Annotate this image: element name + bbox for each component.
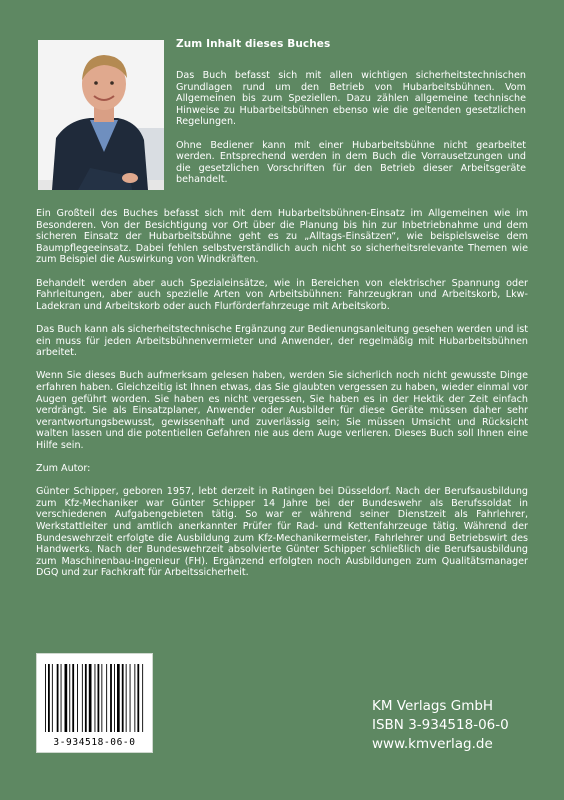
barcode-bar (85, 664, 87, 732)
barcode-bar (57, 664, 59, 732)
barcode-bar (72, 664, 74, 732)
barcode-bar (106, 664, 107, 732)
body-paragraph: Wenn Sie dieses Buch aufmerksam gelesen haben, werden Sie sicherlich noch nicht gewusste Dinge erfahren haben. Gleichzeitig ist Ihnen etwas, das Sie glaubten vergessen zu haben, wieder einmal vor Augen geführt worden. Sie haben es nicht vergessen, Sie haben es in der Hektik der Zeit einfach verdrängt. Sie als Einsatzplaner, Anwender oder Ausbilder für diese Geräte müssen daher sehr verantwortungsbewusst, gewissenhaft und zuverlässig sein; Sie müssen Umsicht und Rücksicht walten lassen und die potentiellen Gefahren nie aus dem Auge verlieren. Dieses Buch soll Ihnen eine Hilfe sein. (36, 370, 528, 451)
barcode-bar (95, 664, 96, 732)
publisher-website: www.kmverlag.de (372, 736, 493, 752)
barcode-bar (48, 664, 50, 732)
body-text (36, 208, 528, 591)
barcode-bar (98, 664, 100, 732)
publisher-isbn: ISBN 3-934518-06-0 (372, 717, 509, 733)
barcode-bar (65, 664, 68, 732)
barcode-digits: 3-934518-06-0 (53, 737, 136, 748)
author-label: Zum Autor: (36, 463, 91, 475)
barcode-bar (122, 664, 124, 732)
barcode-bar (89, 664, 92, 732)
barcode-bar (77, 664, 78, 732)
barcode-bar (61, 664, 62, 732)
barcode-bar (134, 664, 135, 732)
barcode-bar (69, 664, 70, 732)
isbn-barcode (36, 653, 153, 753)
author-photo (38, 40, 164, 190)
barcode-bars (45, 664, 145, 732)
author-bio: Günter Schipper, geboren 1957, lebt derzeit in Ratingen bei Düsseldorf. Nach der Berufsausbildung zum Kfz-Mechaniker war Günter Schipper 14 Jahre bei der Bundeswehr als Berufssoldat in verschiedenen Aufgabengebieten tätig. So war er während seiner Dienstzeit als Fahrlehrer, Werkstattleiter und amtlich anerkannter Prüfer für Rad- und Kettenfahrzeuge tätig. Während der Bundeswehrzeit erfolgte die Ausbildung zum Kfz-Mechanikermeister, Fahrlehrer und Betriebswirt des Handwerks. Nach der Bundeswehrzeit absolvierte Günter Schipper schließlich die Berufsausbildung zum Maschinenbau-Ingenieur (FH). Ergänzend erfolgten noch Ausbildungen zum Qualitätsmanager DGQ und zur Fachkraft für Arbeitssicherheit. (36, 486, 528, 579)
barcode-bar (110, 664, 112, 732)
barcode-bar (130, 664, 131, 732)
barcode-bar (114, 664, 115, 732)
barcode-bar (137, 664, 139, 732)
barcode-bar (101, 664, 102, 732)
barcode-bar (45, 664, 46, 732)
barcode-bar (117, 664, 120, 732)
intro-paragraph: Das Buch befasst sich mit allen wichtigen sicherheitstechnischen Grundlagen rund um den Betrieb von Hubarbeitsbühnen. Vom Allgemeinen bis zum Speziellen. Dazu zählen allgemeine technische Hinweise zu Hubarbeitsbühnen ebenso wie die geltenden gesetzlichen Regelungen. (176, 70, 526, 128)
barcode-bar (126, 664, 127, 732)
publisher-name: KM Verlags GmbH (372, 698, 494, 714)
section-title: Zum Inhalt dieses Buches (176, 38, 331, 50)
body-paragraph: Ein Großteil des Buches befasst sich mit dem Hubarbeitsbühnen-Einsatz im Allgemeinen wie im Besonderen. Von der Besichtigung vor Ort über die Planung bis hin zur Inbetriebnahme und dem sicheren Einsatz der Hubarbeitsbühne geht es zu „Alltags-Einsätzen“, wie beispielsweise dem Baumpflegeeinsatz. Dabei fehlen selbstverständlich auch nicht so sicherheitsrelevante Themen wie zum Beispiel die Auswirkung von Windkräften. (36, 208, 528, 266)
intro-text (176, 70, 526, 198)
barcode-bar (142, 664, 143, 732)
barcode-bar (82, 664, 83, 732)
body-paragraph: Das Buch kann als sicherheitstechnische Ergänzung zur Bedienungsanleitung gesehen werden und ist ein muss für jeden Arbeitsbühnenvermieter und Anwender, der regelmäßig mit Hubarbeitsbühnen arbeitet. (36, 323, 528, 359)
publisher-block (372, 697, 509, 754)
barcode-bar (52, 664, 53, 732)
intro-paragraph: Ohne Bediener kann mit einer Hubarbeitsbühne nicht gearbeitet werden. Entsprechend werden in dem Buch die Vorrausetzungen und die gesetzlichen Vorschriften für den Betrieb dieser Arbeitsgeräte behandelt. (176, 139, 526, 186)
body-paragraph: Behandelt werden aber auch Spezialeinsätze, wie in Bereichen von elektrischer Spannung oder Fahrleitungen, aber auch spezielle Arten von Arbeitsbühnen: Fahrzeugkran und Arbeitskorb, Lkw-Ladekran und Arbeitskorb oder auch Flurförderfahrzeuge mit Arbeitskorb. (36, 277, 528, 312)
